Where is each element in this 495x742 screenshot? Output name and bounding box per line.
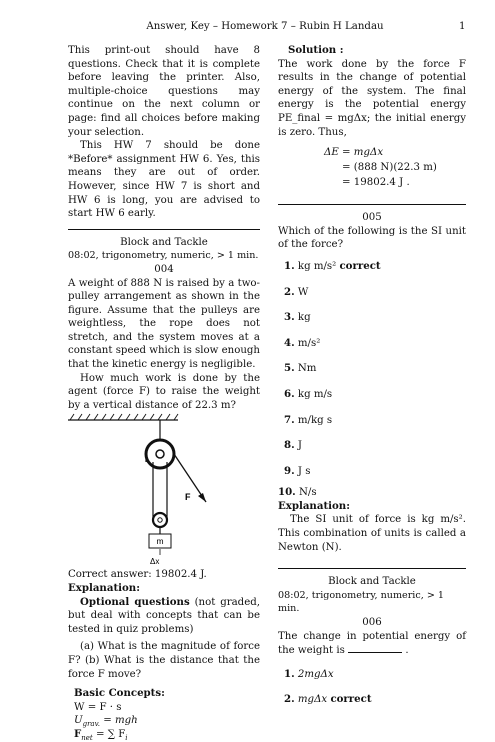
- question-number-005: 005: [362, 212, 382, 224]
- question-text: A weight of 888 N is raised by a two-pulley arrangement as shown in the figure. Assume that the pulleys are weightless, the rope does not stretch, and the system moves at a constant speed which is slow enough that the kinetic energy is negligible.: [68, 277, 260, 371]
- section-divider: [68, 229, 260, 230]
- question-006-text: The change in potential energy of the weight is .: [278, 630, 466, 657]
- option-1[interactable]: 1. kg m/s² correct: [284, 259, 381, 272]
- left-column: [68, 44, 260, 742]
- question-number-006: 006: [362, 617, 382, 629]
- optional-text: (not graded, but deal with concepts that can be tested in quiz problems): [68, 596, 260, 635]
- lower-pulley: [153, 513, 167, 527]
- question-divider: [278, 204, 466, 205]
- section-divider-2: [278, 568, 466, 569]
- concept-net-force: $F_{net}$ = ∑ $F_i$: [74, 727, 128, 742]
- concept-work: W = F · s: [74, 701, 122, 713]
- solution-equations: [278, 145, 466, 190]
- option-4[interactable]: 4. m/s²: [284, 336, 321, 349]
- force-label: F: [185, 492, 191, 503]
- basic-concepts-label: Basic Concepts:: [74, 687, 165, 700]
- correct-answer: Correct answer: 19802.4 J.: [68, 569, 207, 581]
- option-7[interactable]: 7. m/kg s: [284, 413, 333, 426]
- option-5[interactable]: 5. Nm: [284, 362, 317, 375]
- question-prompt: How much work is done by the agent (force F) to raise the weight by a vertical distance of 22.3 m?: [68, 372, 260, 411]
- equation-3: = 19802.4 J .: [342, 177, 410, 189]
- page-header: [0, 20, 495, 34]
- mass-label: m: [156, 536, 164, 547]
- header-title: Answer, Key – Homework 7 – Rubin H Landau: [146, 21, 384, 32]
- force-arrow-icon: [198, 493, 206, 502]
- solution-label: Solution :: [288, 44, 344, 56]
- sub-question: (a) What is the magnitude of force F? (b) What is the distance that the force F move?: [68, 641, 260, 680]
- explanation-005-label: Explanation:: [278, 499, 350, 512]
- solution-text: The work done by the force F results in the change of potential energy of the system. The final energy is the potential energy PE_final = mgΔx; the initial energy is zero. Thus,: [278, 58, 466, 138]
- explanation-005-text: The SI unit of force is kg m/s². This combination of units is called a Newton (N).: [278, 514, 466, 553]
- explanation-label: Explanation:: [68, 582, 140, 595]
- pulley-figure: [68, 416, 260, 567]
- option-006-2[interactable]: 2. mgΔx correct: [284, 693, 372, 706]
- section-title: Block and Tackle: [120, 236, 208, 248]
- optional-label: Optional questions: [80, 595, 190, 608]
- options-006: [278, 668, 466, 707]
- upper-pulley: [146, 440, 174, 468]
- intro-paragraph-1: This print-out should have 8 questions. Check that it is complete before leaving the printer. Also, multiple-choice questions may continue on the next column or page: find all choices before making your selection.: [68, 45, 260, 138]
- option-3[interactable]: 3. kg: [284, 311, 311, 324]
- displacement-label: Δx: [150, 557, 160, 567]
- right-column: [278, 44, 466, 719]
- concept-potential: $U_{grav.}$ = mgh: [74, 715, 138, 729]
- question-006-meta: 08:02, trigonometry, numeric, > 1 min.: [278, 589, 445, 615]
- question-meta: 08:02, trigonometry, numeric, > 1 min.: [68, 250, 259, 262]
- intro-paragraph-2: This HW 7 should be done *Before* assignment HW 6. Yes, this means they are out of order. However, since HW 7 is short and HW 6 is long, you are advised to start HW 6 early.: [68, 140, 260, 220]
- option-006-1[interactable]: 1. 2mgΔx: [284, 667, 334, 680]
- option-2[interactable]: 2. W: [284, 285, 309, 298]
- ceiling-hatch: [70, 414, 178, 420]
- question-number: 004: [154, 263, 174, 275]
- question-005-text: Which of the following is the SI unit of the force?: [278, 225, 466, 251]
- section-title-2: Block and Tackle: [328, 576, 416, 588]
- page-number: 1: [459, 21, 466, 32]
- answer-blank: [348, 643, 402, 653]
- equation-1: ΔE = mgΔx: [324, 147, 384, 159]
- equation-2: = (888 N)(22.3 m): [342, 162, 437, 174]
- option-9[interactable]: 9. J s: [284, 464, 311, 477]
- option-8[interactable]: 8. J: [284, 439, 302, 452]
- options-005: [278, 260, 466, 478]
- pulley-diagram: [68, 416, 260, 567]
- option-10[interactable]: 10. N/s: [278, 486, 317, 499]
- option-6[interactable]: 6. kg m/s: [284, 387, 333, 400]
- figure-spacer: [68, 556, 260, 568]
